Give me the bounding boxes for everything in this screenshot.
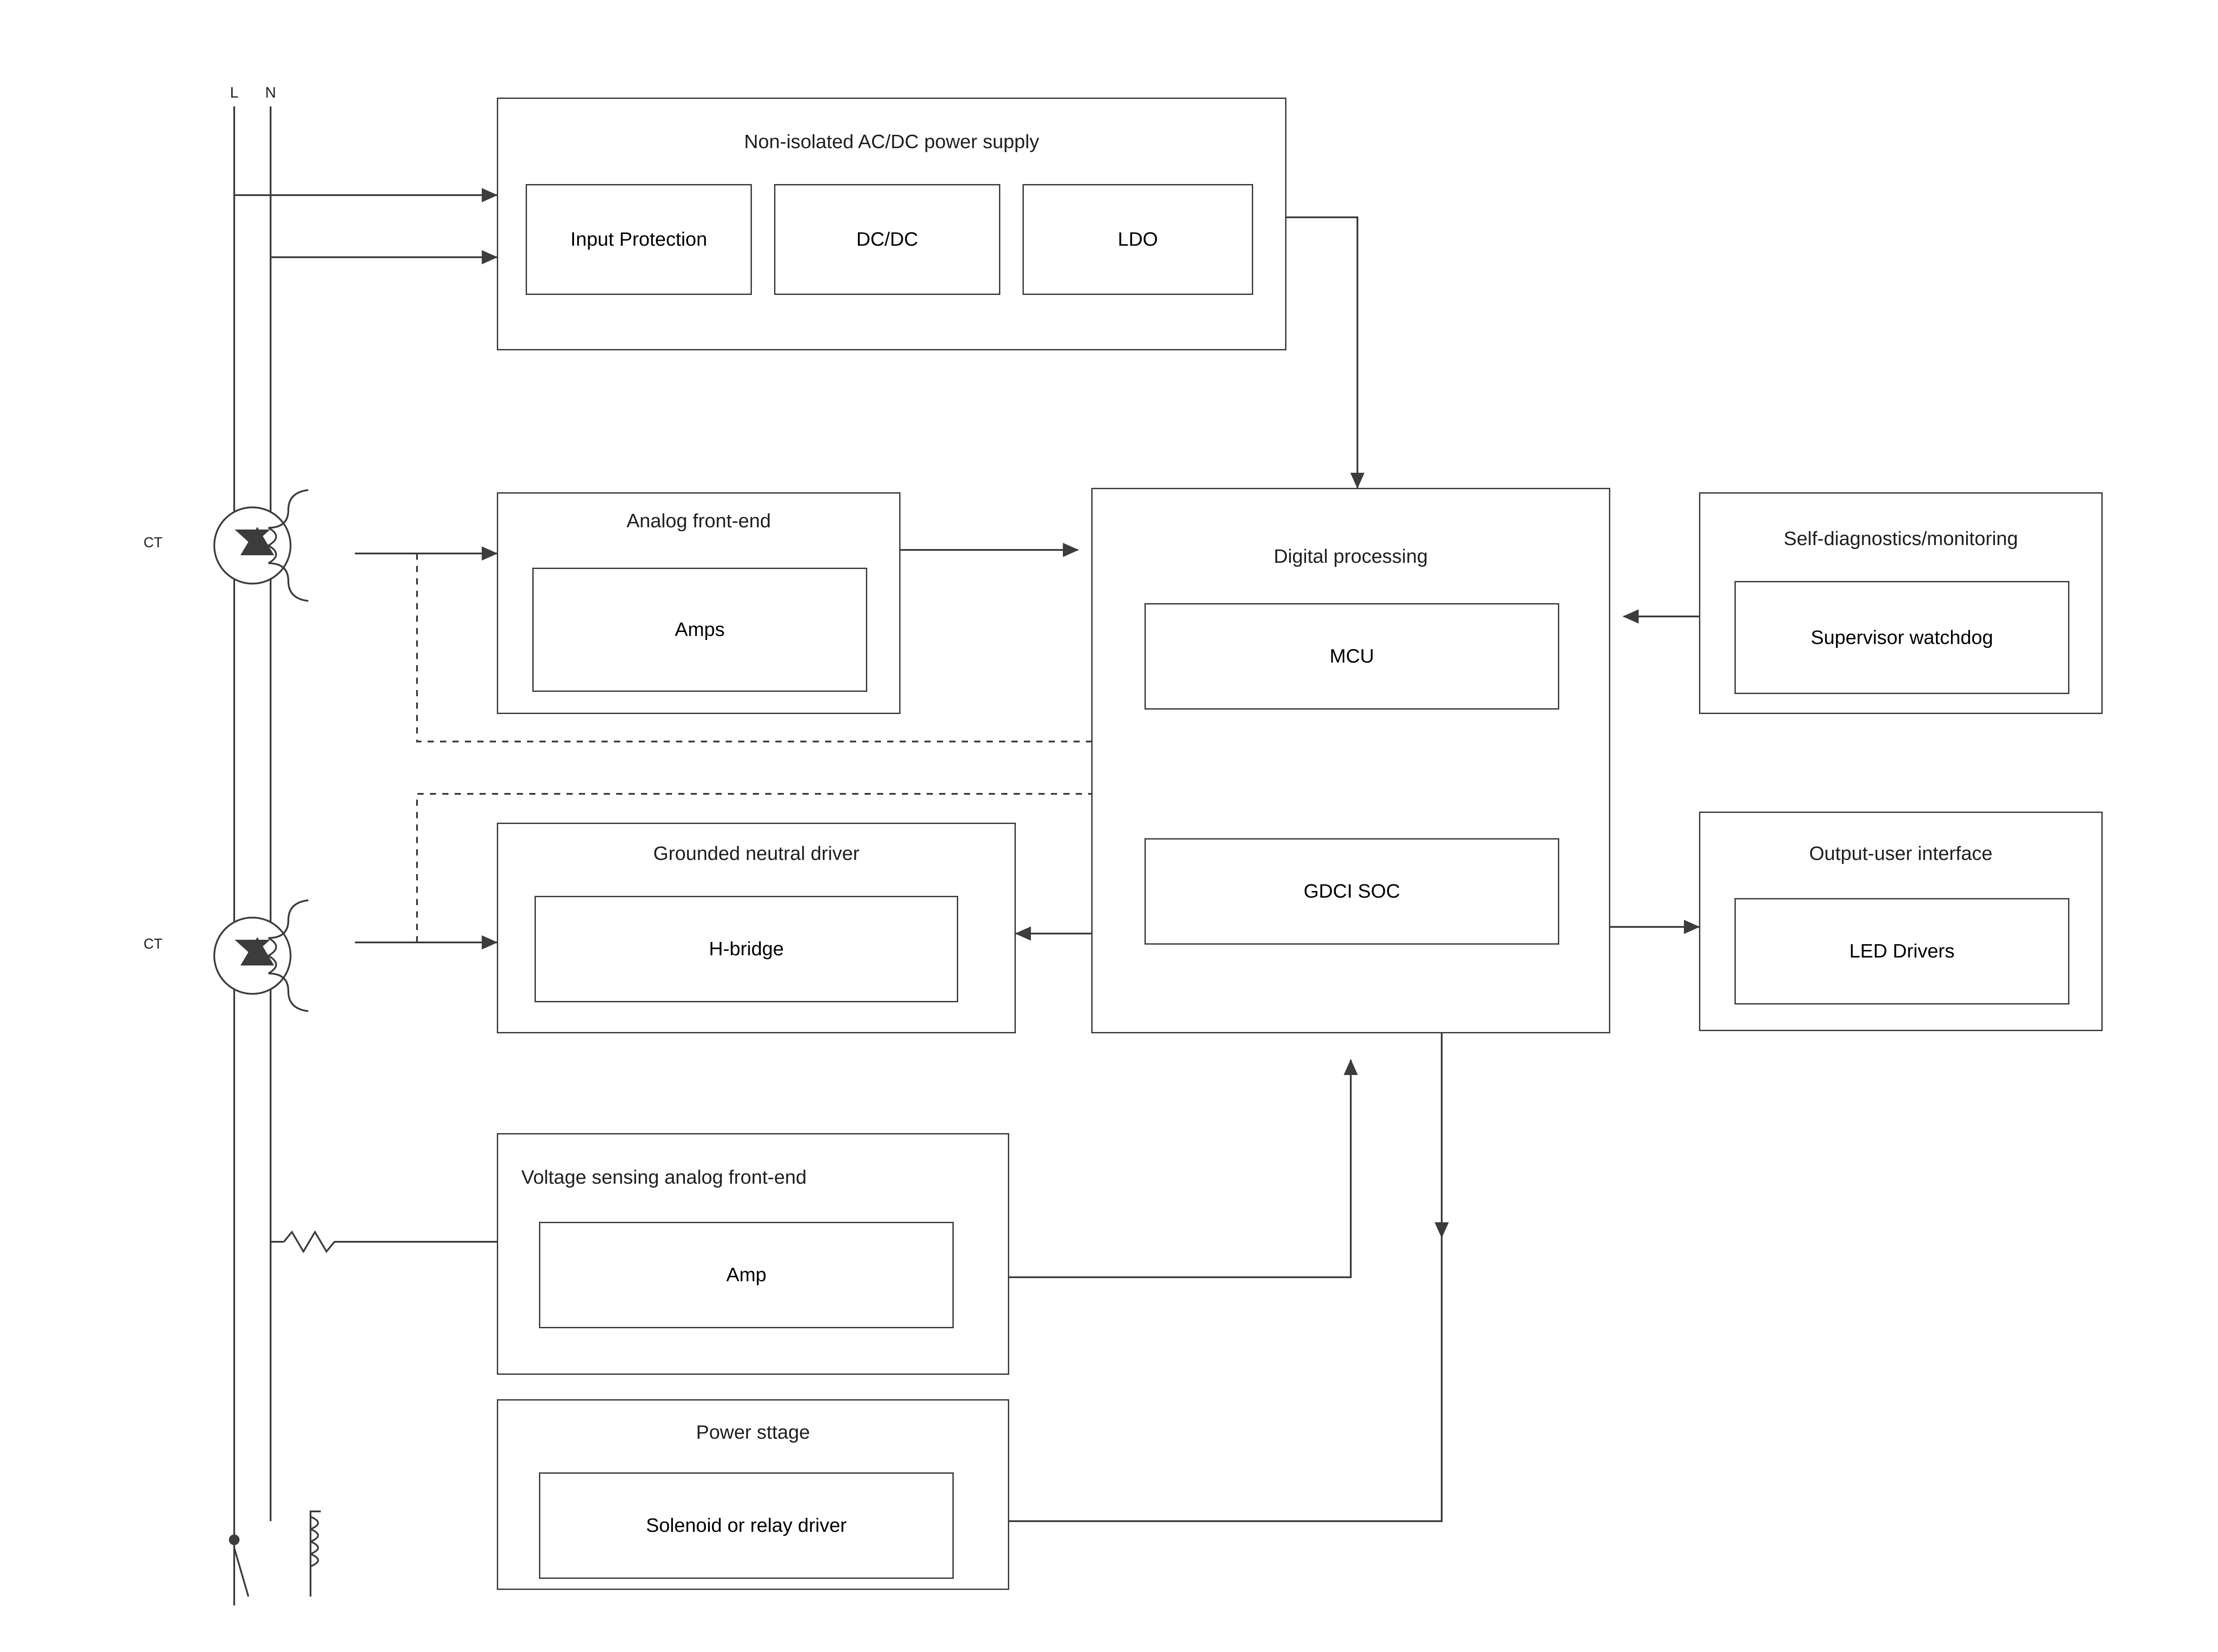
label-ct-top: CT [143,534,163,550]
switch-blade [234,1548,248,1597]
block-solenoid-relay-driver[interactable]: Solenoid or relay driver [539,1472,954,1579]
solenoid-coil [311,1517,318,1566]
block-input-protection[interactable]: Input Protection [526,184,752,295]
block-voltage-sensing-title: Voltage sensing analog front-end [521,1166,807,1188]
block-amps[interactable]: Amps [532,568,867,692]
block-grounded-neutral-driver-title: Grounded neutral driver [653,843,860,864]
block-self-diagnostics-title: Self-diagnostics/monitoring [1783,528,2018,549]
block-digital-processing-title: Digital processing [1274,545,1428,567]
label-neutral-N: N [265,84,276,101]
block-led-drivers[interactable]: LED Drivers [1734,898,2069,1005]
block-mcu[interactable]: MCU [1144,603,1559,710]
block-analog-front-end-title: Analog front-end [626,510,771,532]
block-ldo[interactable]: LDO [1022,184,1253,295]
resistor-symbol [284,1232,348,1252]
block-h-bridge[interactable]: H-bridge [535,896,958,1002]
label-ct-bottom: CT [143,936,163,952]
switch-pivot [229,1534,240,1545]
block-gdci-soc[interactable]: GDCI SOC [1144,838,1559,945]
block-digital-processing[interactable] [1091,488,1610,1033]
block-dcdc[interactable]: DC/DC [774,184,1000,295]
block-output-user-interface-title: Output-user interface [1809,843,1993,864]
block-amp[interactable]: Amp [539,1222,954,1328]
wire-vsense-to-digital [1009,1060,1351,1277]
block-power-stage-title: Power sttage [696,1421,810,1443]
label-line-L: L [230,84,239,101]
block-power-supply-title: Non-isolated AC/DC power supply [744,131,1039,153]
block-supervisor-watchdog[interactable]: Supervisor watchdog [1734,581,2069,694]
wire-psu-to-digital [1286,217,1357,488]
